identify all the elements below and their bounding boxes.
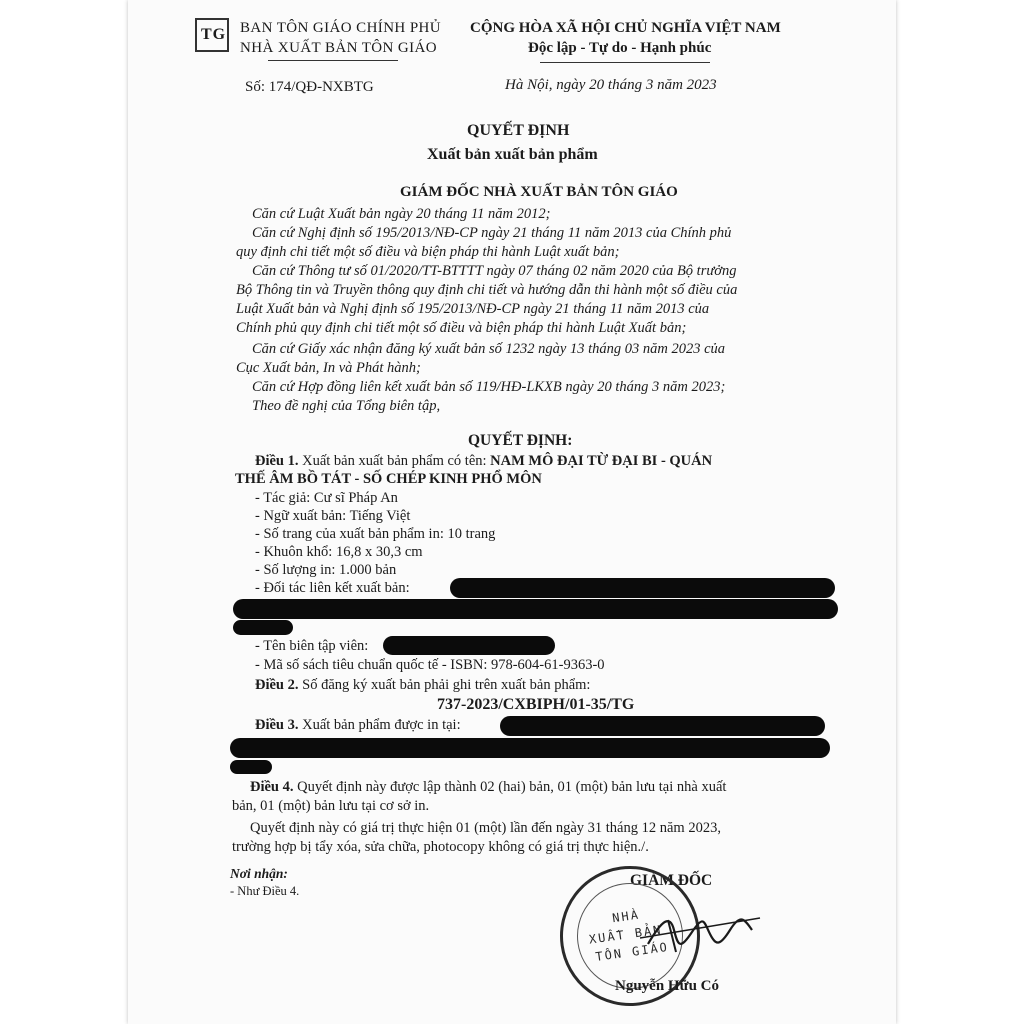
seal-text-1: NHÀ bbox=[611, 907, 641, 926]
article-4-label: Điều 4. bbox=[250, 779, 294, 795]
publisher-logo bbox=[195, 18, 229, 52]
validity-line-2: trường hợp bị tẩy xóa, sửa chữa, photocopy không có giá trị thực hiện./. bbox=[232, 839, 649, 855]
article-1-item: - Số lượng in: 1.000 bản bbox=[255, 562, 397, 578]
country-line-2: Độc lập - Tự do - Hạnh phúc bbox=[528, 40, 712, 56]
redaction-bar bbox=[500, 716, 825, 736]
redaction-bar bbox=[383, 636, 555, 655]
decision-heading: QUYẾT ĐỊNH: bbox=[468, 432, 573, 449]
article-1-item: - Ngữ xuất bản: Tiếng Việt bbox=[255, 508, 411, 524]
article-4-line-2: bản, 01 (một) bản lưu tại cơ sở in. bbox=[232, 798, 430, 814]
preamble-line: Chính phủ quy định chi tiết một số điều và biện pháp thi hành Luật Xuất bản; bbox=[236, 320, 687, 336]
article-2-label: Điều 2. bbox=[255, 677, 299, 693]
book-title-2: THẾ ÂM BỒ TÁT - SỐ CHÉP KINH PHỔ MÔN bbox=[235, 471, 542, 487]
article-2-text: Số đăng ký xuất bản phải ghi trên xuất bản phẩm: bbox=[302, 677, 591, 693]
logo-text: TG bbox=[201, 26, 227, 43]
article-3 bbox=[255, 716, 461, 735]
article-3-label: Điều 3. bbox=[255, 717, 299, 733]
signer-name: Nguyễn Hữu Có bbox=[615, 978, 720, 994]
preamble-line: Căn cứ Nghị định số 195/2013/NĐ-CP ngày 21 tháng 11 năm 2013 của Chính phủ bbox=[252, 225, 732, 241]
redaction-bar bbox=[233, 599, 838, 619]
decision-subtitle: Xuất bản xuất bản phẩm bbox=[427, 146, 598, 163]
redaction-bar bbox=[450, 578, 835, 598]
org-line-1: BAN TÔN GIÁO CHÍNH PHỦ bbox=[240, 20, 442, 36]
article-1-intro: Xuất bản xuất bản phẩm có tên: bbox=[302, 453, 487, 469]
preamble-line: Căn cứ Thông tư số 01/2020/TT-BTTTT ngày 07 tháng 02 năm 2020 của Bộ trưởng bbox=[252, 263, 737, 279]
signature-title: GIÁM ĐỐC bbox=[630, 872, 713, 889]
article-1-item: - Số trang của xuất bản phẩm in: 10 trang bbox=[255, 526, 496, 542]
recipients-item: - Như Điều 4. bbox=[230, 884, 300, 898]
seal-text-2: XUẤT BẢN bbox=[588, 922, 664, 947]
article-1-label: Điều 1. bbox=[255, 453, 299, 469]
article-1-item: - Khuôn khổ: 16,8 x 30,3 cm bbox=[255, 544, 423, 560]
seal-text-3: TÔN GIÁO bbox=[594, 939, 670, 964]
preamble-line: Căn cứ Luật Xuất bản ngày 20 tháng 11 năm 2012; bbox=[252, 206, 551, 222]
decision-title: QUYẾT ĐỊNH bbox=[467, 122, 570, 139]
handwritten-signature bbox=[640, 900, 770, 970]
preamble-line: Theo đề nghị của Tổng biên tập, bbox=[252, 398, 441, 414]
article-1 bbox=[255, 452, 712, 471]
preamble-line: Căn cứ Giấy xác nhận đăng ký xuất bản số 1232 ngày 13 tháng 03 năm 2023 của bbox=[252, 341, 726, 357]
redaction-bar bbox=[230, 760, 272, 774]
document-number: Số: 174/QĐ-NXBTG bbox=[245, 79, 374, 95]
org-line-2: NHÀ XUẤT BẢN TÔN GIÁO bbox=[240, 40, 438, 56]
article-3-text: Xuất bản phẩm được in tại: bbox=[302, 717, 461, 733]
book-title-1: NAM MÔ ĐẠI TỪ ĐẠI BI - QUÁN bbox=[490, 453, 713, 469]
isbn: - Mã số sách tiêu chuẩn quốc tế - ISBN: 978-604-61-9363-0 bbox=[255, 657, 605, 673]
editor-label: - Tên biên tập viên: bbox=[255, 638, 369, 654]
preamble-line: Bộ Thông tin và Truyền thông quy định chi tiết và hướng dẫn thi hành một số điều của bbox=[236, 282, 738, 298]
article-4-line-1: Quyết định này được lập thành 02 (hai) bản, 01 (một) bản lưu tại nhà xuất bbox=[297, 779, 727, 795]
article-4 bbox=[250, 778, 726, 797]
preamble-line: Căn cứ Hợp đồng liên kết xuất bản số 119/HĐ-LKXB ngày 20 tháng 3 năm 2023; bbox=[252, 379, 726, 395]
validity-line-1: Quyết định này có giá trị thực hiện 01 (một) lần đến ngày 31 tháng 12 năm 2023, bbox=[250, 820, 721, 836]
preamble-line: Luật Xuất bản và Nghị định số 195/2013/NĐ-CP ngày 21 tháng 11 năm 2013 của bbox=[236, 301, 710, 317]
motto-underline bbox=[540, 62, 710, 63]
preamble-line: quy định chi tiết một số điều và biện pháp thi hành Luật xuất bản; bbox=[236, 244, 620, 260]
country-line-1: CỘNG HÒA XÃ HỘI CHỦ NGHĨA VIỆT NAM bbox=[470, 20, 781, 36]
preamble-line: Cục Xuất bản, In và Phát hành; bbox=[236, 360, 421, 376]
article-1-item: - Đối tác liên kết xuất bản: bbox=[255, 580, 410, 596]
place-date: Hà Nội, ngày 20 tháng 3 năm 2023 bbox=[505, 77, 717, 93]
recipients-label: Nơi nhận: bbox=[230, 866, 288, 881]
org-underline bbox=[268, 60, 398, 61]
redaction-bar bbox=[233, 620, 293, 635]
registration-number: 737-2023/CXBIPH/01-35/TG bbox=[437, 696, 635, 713]
article-1-item: - Tác giả: Cư sĩ Pháp An bbox=[255, 490, 398, 506]
article-2 bbox=[255, 676, 590, 695]
redaction-bar bbox=[230, 738, 830, 758]
authority-heading: GIÁM ĐỐC NHÀ XUẤT BẢN TÔN GIÁO bbox=[400, 184, 678, 200]
